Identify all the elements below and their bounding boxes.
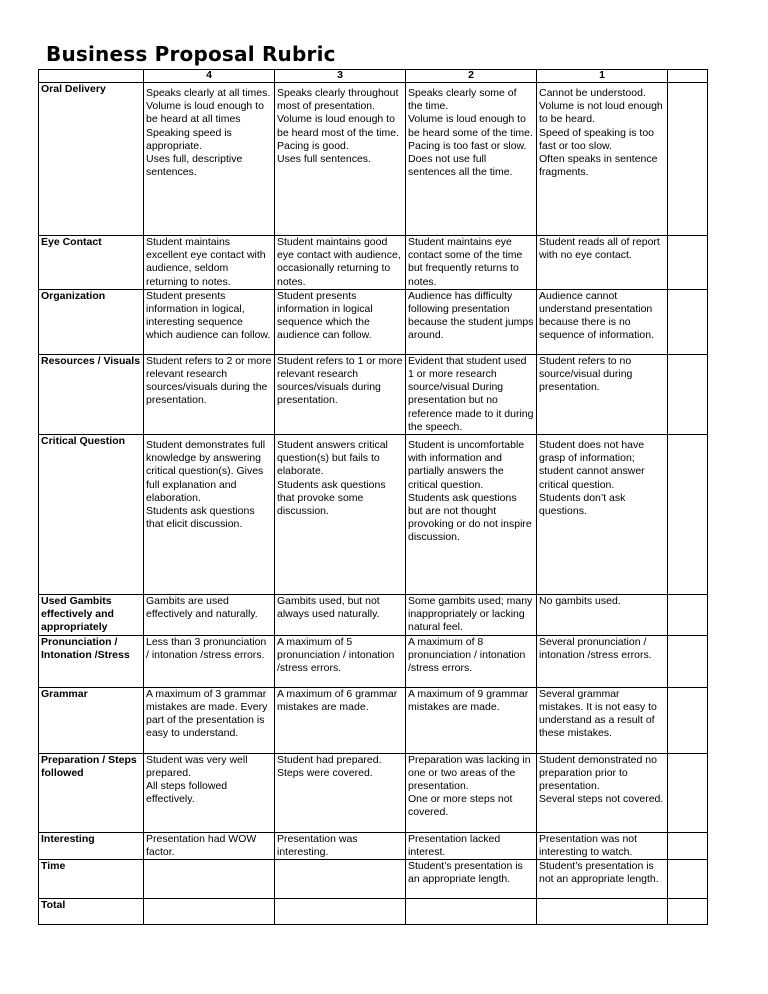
score-3-cell bbox=[275, 435, 406, 595]
score-1-cell bbox=[537, 354, 668, 434]
descriptor-text: Volume is loud enough to be heard at all times bbox=[146, 100, 264, 126]
score-3-cell bbox=[275, 832, 406, 859]
criterion-cell bbox=[39, 595, 144, 636]
criterion-label: Time bbox=[41, 860, 66, 873]
score-2-cell bbox=[406, 635, 537, 687]
descriptor-text: Volume is loud enough to be heard some of the time. bbox=[408, 113, 533, 139]
descriptor-text: Student was very well prepared. bbox=[146, 753, 248, 779]
descriptor-text: Student maintains good eye contact with audience, occasionally returning to notes. bbox=[277, 236, 401, 288]
criterion-cell bbox=[39, 832, 144, 859]
descriptor-text: One or more steps not covered. bbox=[408, 793, 513, 819]
table-row bbox=[39, 635, 708, 687]
points-cell bbox=[668, 635, 708, 687]
score-2-cell bbox=[406, 753, 537, 832]
points-cell bbox=[668, 832, 708, 859]
header-criteria bbox=[39, 70, 144, 83]
criterion-label: Oral Delivery bbox=[41, 83, 106, 95]
score-4-cell bbox=[144, 83, 275, 236]
score-3-cell bbox=[275, 354, 406, 434]
table-row bbox=[39, 354, 708, 434]
descriptor-text: Presentation was not interesting to watch. bbox=[539, 832, 638, 858]
score-2-cell bbox=[406, 595, 537, 636]
descriptor-text: Student maintains excellent eye contact with audience, seldom returning to notes. bbox=[146, 236, 266, 288]
score-2-cell bbox=[406, 236, 537, 290]
score-1-cell bbox=[537, 236, 668, 290]
descriptor-text: Speaks clearly throughout most of presentation. bbox=[277, 87, 399, 113]
table-row bbox=[39, 236, 708, 290]
score-1-cell bbox=[537, 860, 668, 899]
descriptor-text: Often speaks in sentence fragments. bbox=[539, 153, 658, 179]
descriptor-text: Presentation had WOW factor. bbox=[146, 832, 257, 858]
header-row bbox=[39, 70, 708, 83]
descriptor-text: Students don’t ask questions. bbox=[539, 491, 626, 518]
header-score-3: 3 bbox=[275, 70, 406, 83]
criterion-label: Used Gambits effectively and appropriately bbox=[41, 595, 114, 634]
table-row bbox=[39, 832, 708, 859]
criterion-cell bbox=[39, 753, 144, 832]
table-row bbox=[39, 899, 708, 925]
score-4-cell bbox=[144, 832, 275, 859]
descriptor-text: Student refers to no source/visual during presentation. bbox=[539, 354, 633, 394]
descriptor-text: Cannot be understood. bbox=[539, 87, 646, 99]
score-2-cell bbox=[406, 354, 537, 434]
table-row bbox=[39, 289, 708, 354]
rubric-body bbox=[39, 83, 708, 925]
score-1-cell bbox=[537, 753, 668, 832]
criterion-cell bbox=[39, 435, 144, 595]
descriptor-text: Students ask questions that elicit discussion. bbox=[146, 505, 255, 531]
score-2-cell bbox=[406, 899, 537, 925]
criterion-cell bbox=[39, 687, 144, 753]
descriptor-text: Audience has difficulty following presentation because the student jumps around. bbox=[408, 289, 534, 342]
descriptor-text: Student answers critical question(s) but fails to elaborate. bbox=[277, 439, 388, 478]
descriptor-text: Student refers to 2 or more relevant research sources/visuals during the presentation. bbox=[146, 354, 272, 407]
score-1-cell bbox=[537, 635, 668, 687]
score-3-cell bbox=[275, 753, 406, 832]
descriptor-text: A maximum of 9 grammar mistakes are made. bbox=[408, 687, 529, 713]
descriptor-text: Students ask questions but are not thought provoking or do not inspire discussion. bbox=[408, 491, 532, 544]
descriptor-text: Presentation lacked interest. bbox=[408, 832, 501, 858]
criterion-label: Interesting bbox=[41, 832, 95, 845]
descriptor-text: Gambits are used effectively and naturally. bbox=[146, 595, 258, 621]
score-4-cell bbox=[144, 860, 275, 899]
descriptor-text: A maximum of 6 grammar mistakes are made. bbox=[277, 687, 398, 713]
descriptor-text: Several steps not covered. bbox=[539, 793, 664, 806]
descriptor-text: Students ask questions that provoke some discussion. bbox=[277, 478, 386, 518]
table-row bbox=[39, 83, 708, 236]
header-points bbox=[668, 70, 708, 83]
descriptor-text: Uses full, descriptive sentences. bbox=[146, 153, 243, 179]
score-2-cell bbox=[406, 687, 537, 753]
criterion-cell bbox=[39, 236, 144, 290]
score-4-cell bbox=[144, 289, 275, 354]
descriptor-text: Student had prepared. bbox=[277, 753, 382, 766]
descriptor-text: Student refers to 1 or more relevant research sources/visuals during presentation. bbox=[277, 354, 403, 407]
score-1-cell bbox=[537, 595, 668, 636]
criterion-label: Organization bbox=[41, 289, 106, 302]
points-cell bbox=[668, 595, 708, 636]
score-4-cell bbox=[144, 595, 275, 636]
table-row bbox=[39, 687, 708, 753]
score-1-cell bbox=[537, 83, 668, 236]
score-4-cell bbox=[144, 687, 275, 753]
descriptor-text: Student is uncomfortable with information and partially answers the critical question. bbox=[408, 439, 525, 491]
score-4-cell bbox=[144, 753, 275, 832]
descriptor-text: Evident that student used 1 or more research source/visual During presentation but no reference made to it during the speech. bbox=[408, 354, 534, 433]
criterion-label: Critical Question bbox=[41, 435, 126, 448]
descriptor-text: A maximum of 8 pronunciation / intonation /stress errors. bbox=[408, 635, 526, 675]
score-4-cell bbox=[144, 899, 275, 925]
score-4-cell bbox=[144, 435, 275, 595]
table-row bbox=[39, 860, 708, 899]
score-1-cell bbox=[537, 687, 668, 753]
points-cell bbox=[668, 899, 708, 925]
score-3-cell bbox=[275, 289, 406, 354]
descriptor-text: Volume is loud enough to be heard most of the time. bbox=[277, 113, 399, 139]
points-cell bbox=[668, 753, 708, 832]
criterion-label: Grammar bbox=[41, 687, 88, 700]
criterion-label: Total bbox=[41, 899, 66, 912]
descriptor-text: Presentation was interesting. bbox=[277, 832, 358, 858]
header-score-4: 4 bbox=[144, 70, 275, 83]
score-1-cell bbox=[537, 832, 668, 859]
table-row bbox=[39, 595, 708, 636]
descriptor-text: Student’s presentation is not an appropriate length. bbox=[539, 860, 659, 886]
descriptor-text: Speaking speed is appropriate. bbox=[146, 126, 232, 152]
descriptor-text: Student maintains eye contact some of the time but frequently returns to notes. bbox=[408, 236, 523, 288]
header-score-1: 1 bbox=[537, 70, 668, 83]
descriptor-text: Preparation was lacking in one or two areas of the presentation. bbox=[408, 753, 531, 793]
score-2-cell bbox=[406, 832, 537, 859]
criterion-label: Pronunciation / Intonation /Stress bbox=[41, 635, 130, 661]
criterion-cell bbox=[39, 899, 144, 925]
descriptor-text: No gambits used. bbox=[539, 595, 621, 608]
criterion-cell bbox=[39, 83, 144, 236]
score-2-cell bbox=[406, 83, 537, 236]
points-cell bbox=[668, 860, 708, 899]
criterion-cell bbox=[39, 860, 144, 899]
criterion-label: Eye Contact bbox=[41, 236, 102, 248]
descriptor-text: Some gambits used; many inappropriately or lacking natural feel. bbox=[408, 595, 533, 634]
score-4-cell bbox=[144, 354, 275, 434]
score-2-cell bbox=[406, 860, 537, 899]
score-3-cell bbox=[275, 595, 406, 636]
descriptor-text: Student reads all of report with no eye contact. bbox=[539, 236, 660, 262]
table-row bbox=[39, 753, 708, 832]
criterion-label: Resources / Visuals bbox=[41, 354, 141, 367]
descriptor-text: All steps followed effectively. bbox=[146, 780, 228, 806]
score-3-cell bbox=[275, 860, 406, 899]
criterion-label: Preparation / Steps followed bbox=[41, 753, 137, 779]
score-2-cell bbox=[406, 289, 537, 354]
page-title: Business Proposal Rubric bbox=[46, 42, 336, 66]
descriptor-text: Speed of speaking is too fast or too slow. bbox=[539, 126, 654, 152]
descriptor-text: Student’s presentation is an appropriate length. bbox=[408, 860, 523, 886]
descriptor-text: Student presents information in logical, interesting sequence which audience can follow. bbox=[146, 289, 271, 342]
points-cell bbox=[668, 83, 708, 236]
criterion-cell bbox=[39, 635, 144, 687]
descriptor-text: A maximum of 3 grammar mistakes are made. Every part of the presentation is easy to understand. bbox=[146, 687, 268, 740]
descriptor-text: Pacing is good. bbox=[277, 139, 349, 152]
descriptor-text: Student demonstrates full knowledge by answering critical question(s). Gives full explanation and elaboration. bbox=[146, 439, 266, 504]
score-1-cell bbox=[537, 899, 668, 925]
descriptor-text: Student does not have grasp of information; student cannot answer critical question. bbox=[539, 439, 645, 491]
score-2-cell bbox=[406, 435, 537, 595]
descriptor-text: Does not use full sentences all the time. bbox=[408, 153, 513, 179]
descriptor-text: Several pronunciation / intonation /stress errors. bbox=[539, 635, 652, 661]
descriptor-text: A maximum of 5 pronunciation / intonation /stress errors. bbox=[277, 635, 395, 675]
criterion-cell bbox=[39, 354, 144, 434]
descriptor-text: Student demonstrated no preparation prior to presentation. bbox=[539, 753, 657, 793]
descriptor-text: Volume is not loud enough to be heard. bbox=[539, 100, 663, 126]
descriptor-text: Steps were covered. bbox=[277, 766, 373, 779]
score-1-cell bbox=[537, 289, 668, 354]
descriptor-text: Several grammar mistakes. It is not easy to understand as a result of these mistakes. bbox=[539, 687, 657, 740]
rubric-table bbox=[38, 69, 708, 925]
descriptor-text: Pacing is too fast or slow. bbox=[408, 139, 527, 152]
descriptor-text: Speaks clearly at all times. bbox=[146, 87, 271, 99]
table-row bbox=[39, 435, 708, 595]
descriptor-text: Audience cannot understand presentation because there is no sequence of information. bbox=[539, 289, 654, 342]
points-cell bbox=[668, 435, 708, 595]
score-1-cell bbox=[537, 435, 668, 595]
score-3-cell bbox=[275, 687, 406, 753]
score-3-cell bbox=[275, 635, 406, 687]
descriptor-text: Less than 3 pronunciation / intonation /stress errors. bbox=[146, 635, 267, 661]
criterion-cell bbox=[39, 289, 144, 354]
descriptor-text: Uses full sentences. bbox=[277, 153, 371, 166]
descriptor-text: Gambits used, but not always used naturally. bbox=[277, 595, 380, 621]
score-3-cell bbox=[275, 83, 406, 236]
score-4-cell bbox=[144, 635, 275, 687]
descriptor-text: Student presents information in logical sequence which the audience can follow. bbox=[277, 289, 373, 342]
score-3-cell bbox=[275, 236, 406, 290]
descriptor-text: Speaks clearly some of the time. bbox=[408, 87, 517, 113]
header-score-2: 2 bbox=[406, 70, 537, 83]
points-cell bbox=[668, 236, 708, 290]
points-cell bbox=[668, 354, 708, 434]
points-cell bbox=[668, 687, 708, 753]
score-3-cell bbox=[275, 899, 406, 925]
points-cell bbox=[668, 289, 708, 354]
score-4-cell bbox=[144, 236, 275, 290]
